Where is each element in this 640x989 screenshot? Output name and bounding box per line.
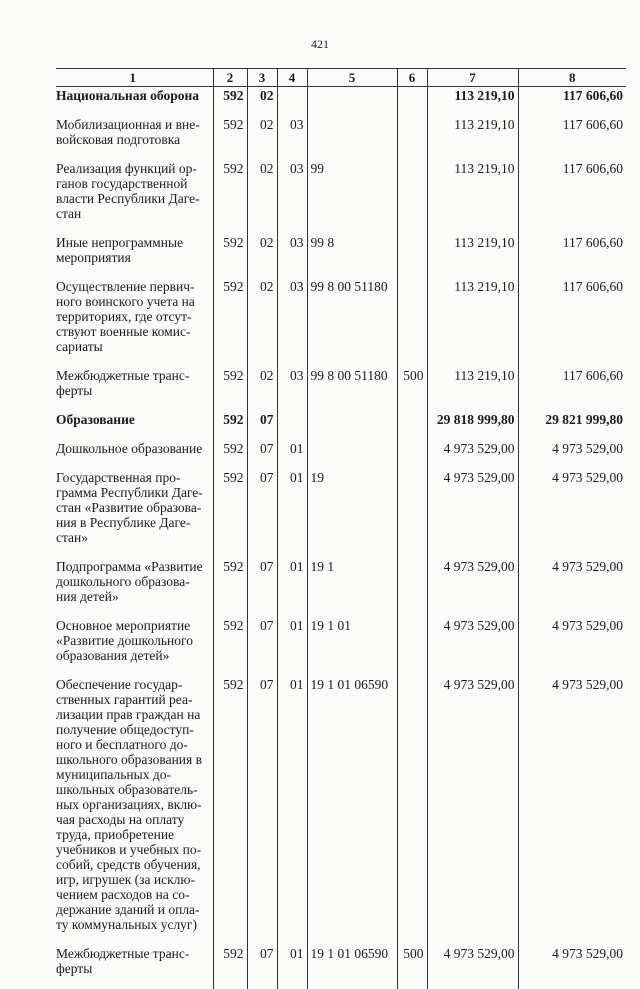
row-value-cell: 592	[213, 234, 247, 278]
row-value-cell: 03	[277, 160, 307, 234]
row-value-cell: 19 1 01	[307, 617, 397, 676]
row-value-cell	[277, 411, 307, 440]
row-value-cell: 500	[397, 945, 427, 989]
row-value-cell	[307, 440, 397, 469]
row-name-cell: Межбюджетные транс-ферты	[56, 946, 190, 976]
table-row	[56, 469, 626, 558]
table-row	[56, 116, 626, 160]
row-value-cell	[397, 116, 427, 160]
header-cell: 6	[397, 69, 427, 87]
budget-table	[56, 68, 626, 989]
row-value-cell: 117 606,60	[518, 116, 626, 160]
row-value-cell: 01	[277, 617, 307, 676]
row-value-cell	[397, 469, 427, 558]
row-value-cell: 99	[307, 160, 397, 234]
row-value-cell: 03	[277, 278, 307, 367]
row-value-cell: 01	[277, 469, 307, 558]
row-value-cell: 07	[247, 945, 277, 989]
row-value-cell: 113 219,10	[427, 367, 518, 411]
row-value-cell: 592	[213, 116, 247, 160]
row-value-cell: 01	[277, 945, 307, 989]
row-value-cell: 117 606,60	[518, 87, 626, 117]
page-number: 421	[311, 37, 329, 51]
row-value-cell: 592	[213, 87, 247, 117]
row-value-cell: 117 606,60	[518, 234, 626, 278]
row-value-cell: 03	[277, 116, 307, 160]
row-value-cell: 01	[277, 558, 307, 617]
table-row	[56, 411, 626, 440]
row-value-cell: 592	[213, 440, 247, 469]
row-value-cell: 01	[277, 440, 307, 469]
row-value-cell: 4 973 529,00	[427, 469, 518, 558]
row-name-cell: Национальная оборона	[56, 88, 199, 103]
header-cell: 3	[247, 69, 277, 87]
row-value-cell: 4 973 529,00	[427, 676, 518, 945]
table-row	[56, 278, 626, 367]
row-value-cell	[397, 278, 427, 367]
row-value-cell: 4 973 529,00	[518, 469, 626, 558]
row-value-cell: 99 8 00 51180	[307, 278, 397, 367]
header-cell: 1	[56, 69, 213, 87]
row-value-cell: 4 973 529,00	[518, 440, 626, 469]
row-value-cell: 4 973 529,00	[518, 945, 626, 989]
row-value-cell	[397, 234, 427, 278]
row-value-cell: 4 973 529,00	[518, 558, 626, 617]
row-name-cell: Образование	[56, 412, 135, 427]
row-value-cell: 4 973 529,00	[518, 617, 626, 676]
row-value-cell: 4 973 529,00	[427, 945, 518, 989]
row-value-cell: 117 606,60	[518, 278, 626, 367]
row-name-cell: Мобилизационная и вне-войсковая подготовка	[56, 117, 200, 147]
table-row	[56, 87, 626, 117]
row-value-cell: 592	[213, 278, 247, 367]
row-value-cell: 113 219,10	[427, 87, 518, 117]
row-value-cell: 117 606,60	[518, 160, 626, 234]
row-value-cell	[397, 87, 427, 117]
row-value-cell: 117 606,60	[518, 367, 626, 411]
row-value-cell	[307, 87, 397, 117]
row-value-cell: 07	[247, 558, 277, 617]
header-row	[56, 69, 626, 87]
row-value-cell: 07	[247, 469, 277, 558]
row-value-cell: 113 219,10	[427, 278, 518, 367]
row-value-cell: 592	[213, 367, 247, 411]
table-row	[56, 558, 626, 617]
row-value-cell: 07	[247, 617, 277, 676]
row-value-cell: 99 8	[307, 234, 397, 278]
row-value-cell: 29 818 999,80	[427, 411, 518, 440]
row-name-cell: Обеспечение государ-ственных гарантий реа-лизации прав граждан на получение общедоступ-ного и бесплатного до-школьного образования в муниципальных до-школьных образователь-ных организациях, вклю-чая расходы на оплату труда, приобретение учебников и учебных по-собий, средств обучения, игр, игрушек (за исклю-чением расходов на со-держание зданий и опла-ту коммунальных услуг)	[56, 677, 202, 932]
row-value-cell: 4 973 529,00	[427, 558, 518, 617]
row-name-cell: Государственная про-грамма Республики Даге-стан «Развитие образова-ния в Республике Даге-стан»	[56, 470, 203, 545]
row-value-cell	[397, 440, 427, 469]
table-row	[56, 617, 626, 676]
row-value-cell: 99 8 00 51180	[307, 367, 397, 411]
table-row	[56, 234, 626, 278]
row-value-cell	[397, 558, 427, 617]
row-value-cell	[397, 160, 427, 234]
row-value-cell: 19 1	[307, 558, 397, 617]
row-name-cell: Основное мероприятие «Развитие дошкольного образования детей»	[56, 618, 193, 663]
row-value-cell: 02	[247, 116, 277, 160]
row-value-cell: 592	[213, 160, 247, 234]
row-name-cell: Реализация функций ор-ганов государственной власти Республики Даге-стан	[56, 161, 200, 221]
header-cell: 8	[518, 69, 626, 87]
row-value-cell	[277, 87, 307, 117]
row-value-cell: 4 973 529,00	[427, 440, 518, 469]
row-value-cell: 592	[213, 945, 247, 989]
row-value-cell: 592	[213, 558, 247, 617]
row-value-cell: 4 973 529,00	[427, 617, 518, 676]
row-name-cell: Подпрограмма «Развитие дошкольного образова-ния детей»	[56, 559, 203, 604]
table-row	[56, 160, 626, 234]
row-value-cell: 03	[277, 367, 307, 411]
header-cell: 2	[213, 69, 247, 87]
row-value-cell: 03	[277, 234, 307, 278]
table-row	[56, 367, 626, 411]
table-row	[56, 945, 626, 989]
row-value-cell: 19	[307, 469, 397, 558]
row-value-cell: 113 219,10	[427, 116, 518, 160]
header-cell: 5	[307, 69, 397, 87]
row-value-cell	[397, 411, 427, 440]
row-name-cell: Иные непрограммные мероприятия	[56, 235, 184, 265]
row-value-cell: 07	[247, 411, 277, 440]
row-value-cell: 02	[247, 367, 277, 411]
row-value-cell: 592	[213, 617, 247, 676]
row-name-cell: Дошкольное образование	[56, 441, 203, 456]
row-value-cell: 592	[213, 411, 247, 440]
row-value-cell: 07	[247, 440, 277, 469]
row-value-cell: 19 1 01 06590	[307, 945, 397, 989]
row-value-cell: 02	[247, 160, 277, 234]
row-value-cell: 02	[247, 278, 277, 367]
row-value-cell: 02	[247, 234, 277, 278]
row-value-cell: 592	[213, 676, 247, 945]
row-value-cell	[307, 411, 397, 440]
row-value-cell: 500	[397, 367, 427, 411]
row-value-cell: 29 821 999,80	[518, 411, 626, 440]
row-value-cell: 113 219,10	[427, 234, 518, 278]
row-value-cell: 19 1 01 06590	[307, 676, 397, 945]
row-value-cell	[397, 617, 427, 676]
row-name-cell: Осуществление первич-ного воинского учета на территориях, где отсут-ствуют военные комис-сариаты	[56, 279, 195, 354]
row-value-cell	[307, 116, 397, 160]
row-value-cell: 4 973 529,00	[518, 676, 626, 945]
row-value-cell: 113 219,10	[427, 160, 518, 234]
header-cell: 7	[427, 69, 518, 87]
row-value-cell: 01	[277, 676, 307, 945]
row-value-cell: 02	[247, 87, 277, 117]
table-row	[56, 440, 626, 469]
header-cell: 4	[277, 69, 307, 87]
row-name-cell: Межбюджетные транс-ферты	[56, 368, 190, 398]
row-value-cell: 592	[213, 469, 247, 558]
row-value-cell: 07	[247, 676, 277, 945]
